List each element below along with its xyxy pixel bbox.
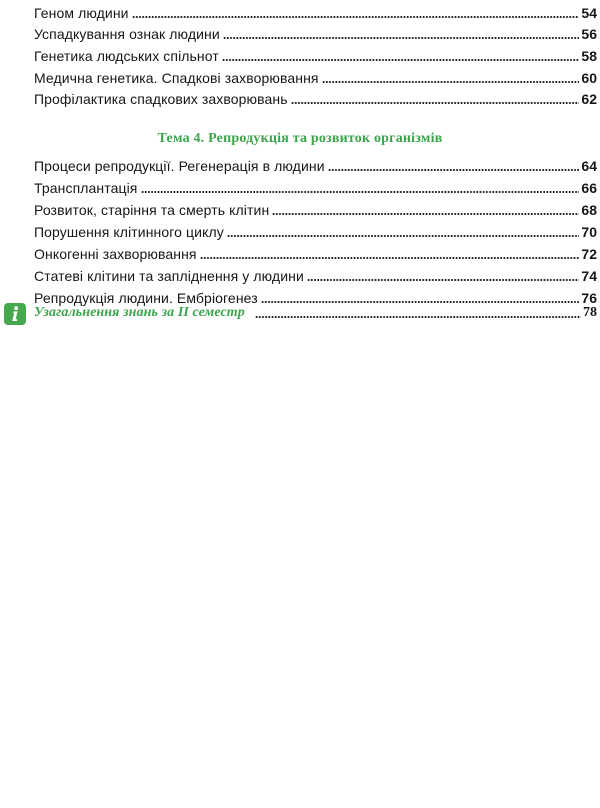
toc-entry[interactable] [34, 219, 597, 241]
dot-leader [328, 169, 580, 171]
toc-entry-page: 60 [581, 70, 597, 86]
dot-leader [200, 257, 580, 259]
toc-entry[interactable] [34, 263, 597, 285]
toc-entry-page: 62 [581, 91, 597, 107]
info-icon [4, 303, 26, 325]
toc-entry-page: 66 [581, 180, 597, 196]
toc-entry[interactable] [34, 241, 597, 263]
toc-entry-title: Репродукція людини. Ембріогенез [34, 290, 258, 306]
toc-entry-page: 78 [583, 305, 597, 320]
dot-leader [291, 102, 580, 104]
toc-entry-page: 72 [581, 246, 597, 262]
toc-entry-page: 70 [581, 224, 597, 240]
toc-entry-title: Статеві клітини та запліднення у людини [34, 268, 304, 284]
toc-entry-title: Узагальнення знань за ІІ семестр [34, 305, 245, 320]
toc-entry-title: Розвиток, старіння та смерть клітин [34, 202, 270, 218]
dot-leader [223, 37, 580, 39]
toc-entry[interactable] [34, 21, 597, 43]
info-letter-glyph [10, 306, 20, 322]
toc-entry[interactable] [34, 43, 597, 65]
toc-entry-title: Процеси репродукції. Регенерація в людини [34, 158, 325, 174]
toc-entry-title: Порушення клітинного циклу [34, 224, 224, 240]
toc-entry-page: 76 [581, 290, 597, 306]
toc-entry[interactable] [34, 86, 597, 108]
toc-entry-page: 58 [581, 48, 597, 64]
toc-entry[interactable] [34, 0, 597, 22]
toc-entry-page: 54 [581, 5, 597, 21]
dot-leader [141, 191, 580, 193]
toc-entry-title: Геном людини [34, 5, 129, 21]
toc-entry[interactable] [34, 65, 597, 87]
dot-leader [255, 316, 581, 318]
toc-entry-title: Онкогенні захворювання [34, 246, 197, 262]
toc-entry-page: 68 [581, 202, 597, 218]
toc-entry-title: Успадкування ознак людини [34, 26, 220, 42]
toc-entry[interactable] [34, 175, 597, 197]
toc-entry[interactable] [34, 153, 597, 175]
dot-leader [132, 16, 580, 18]
section-title: Тема 4. Репродукція та розвиток організмів [157, 131, 443, 146]
toc-entry-page: 56 [581, 26, 597, 42]
dot-leader [272, 213, 579, 215]
toc-entry-title: Трансплантація [34, 180, 138, 196]
dot-leader [322, 81, 580, 83]
toc-summary-entry[interactable] [34, 300, 597, 322]
toc-entry-title: Профілактика спадкових захворювань [34, 91, 288, 107]
toc-entry-page: 74 [581, 268, 597, 284]
toc-entry-title: Медична генетика. Спадкові захворювання [34, 70, 319, 86]
dot-leader [222, 59, 580, 61]
dot-leader [307, 279, 580, 281]
toc-entry-page: 64 [581, 158, 597, 174]
dot-leader [227, 235, 580, 237]
toc-entry-title: Генетика людських спільнот [34, 48, 219, 64]
toc-entry[interactable] [34, 197, 597, 219]
